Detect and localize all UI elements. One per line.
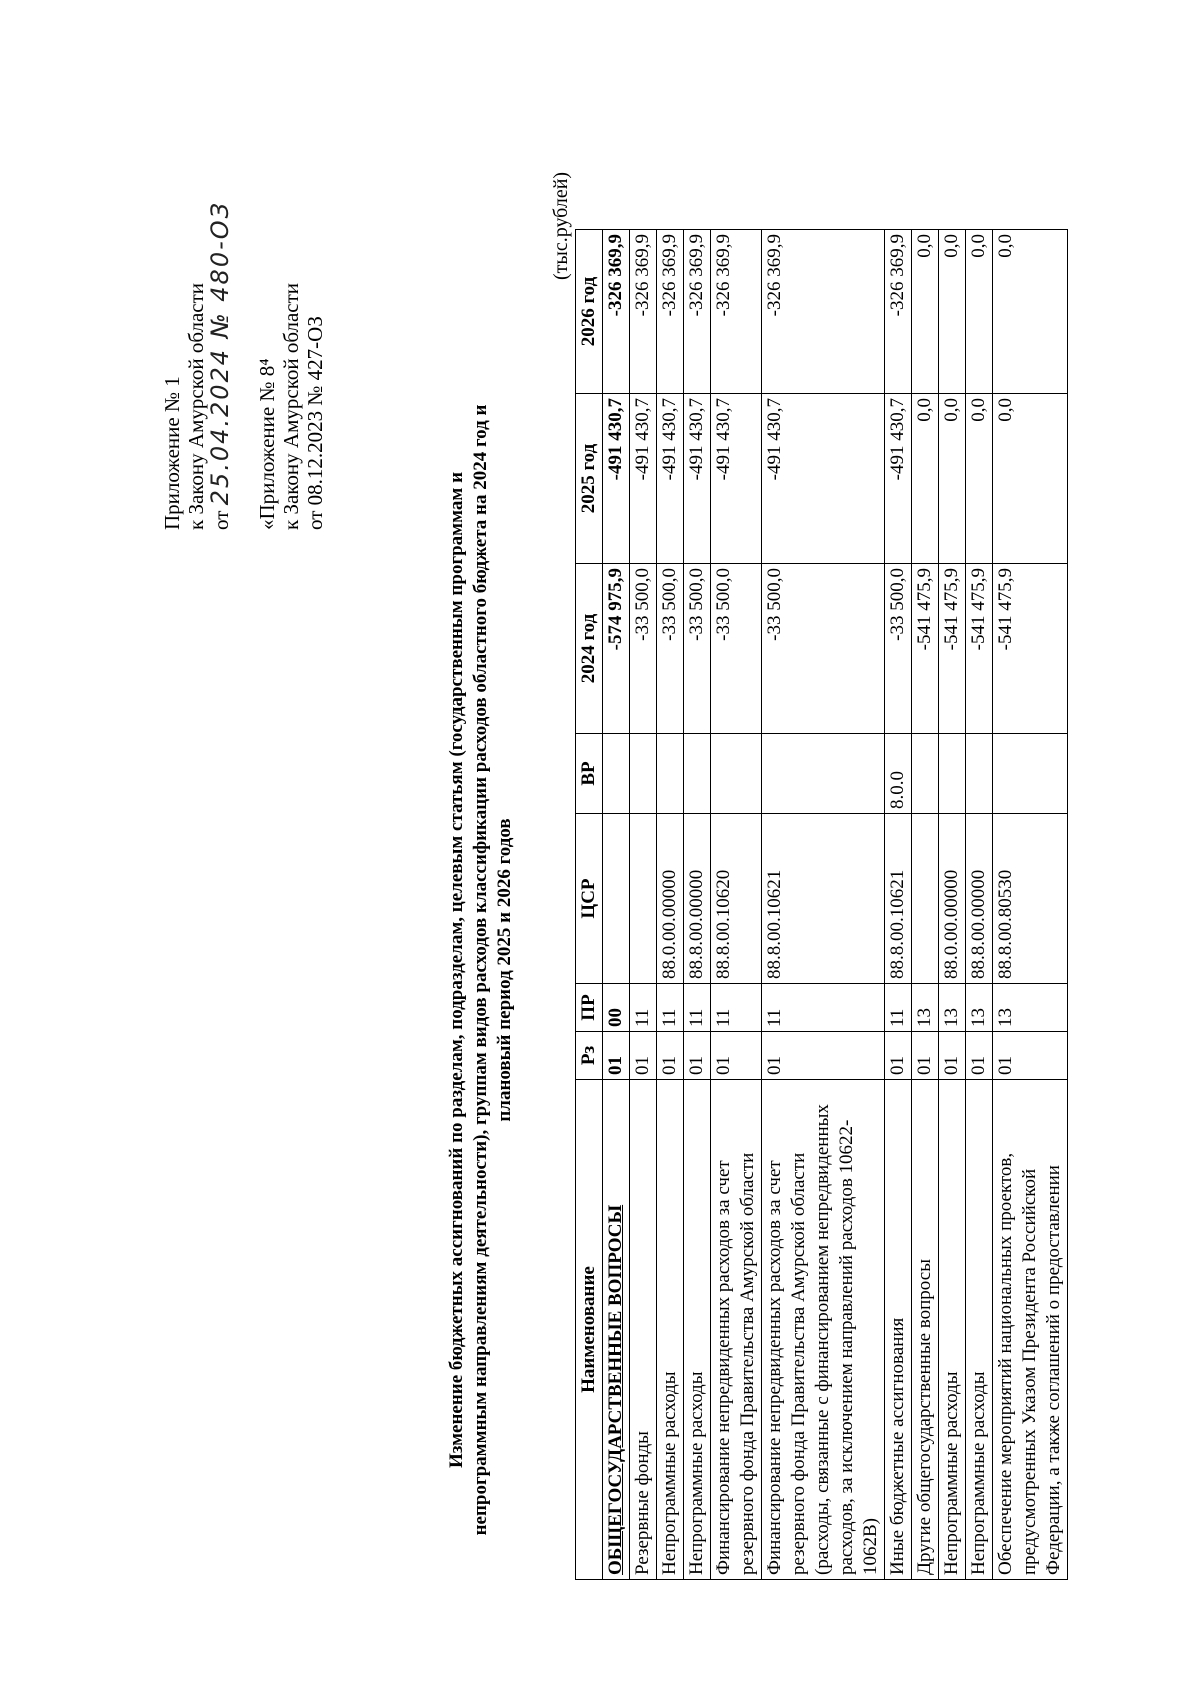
table-row bbox=[657, 230, 684, 1580]
cell-2025: -491 430,7 bbox=[630, 394, 657, 564]
cell-2025: -491 430,7 bbox=[885, 394, 912, 564]
cell-2024: -541 475,9 bbox=[912, 564, 939, 734]
cell-rz: 01 bbox=[657, 1032, 684, 1080]
cell-name: Обеспечение мероприятий национальных проектов, предусмотренных Указом Президента Российской Федерации, а также соглашений о предоставлении bbox=[993, 1080, 1068, 1580]
cell-name: Резервные фонды bbox=[630, 1080, 657, 1580]
units-label: (тыс.рублей) bbox=[550, 171, 572, 280]
original-appendix-number: «Приложение № 8⁴ bbox=[255, 358, 279, 530]
cell-pr: 11 bbox=[711, 984, 762, 1032]
cell-csr bbox=[603, 814, 630, 984]
original-law-reference: к Закону Амурской области bbox=[279, 282, 303, 530]
cell-pr: 13 bbox=[939, 984, 966, 1032]
cell-2025: 0,0 bbox=[939, 394, 966, 564]
cell-2024: -541 475,9 bbox=[939, 564, 966, 734]
cell-2024: -33 500,0 bbox=[885, 564, 912, 734]
cell-2026: -326 369,9 bbox=[657, 230, 684, 394]
table-row bbox=[711, 230, 762, 1580]
header-2025: 2025 год bbox=[576, 394, 603, 564]
cell-csr: 88.8.00.10621 bbox=[885, 814, 912, 984]
header-pr: ПР bbox=[576, 984, 603, 1032]
cell-2026: 0,0 bbox=[966, 230, 993, 394]
cell-2024: -574 975,9 bbox=[603, 564, 630, 734]
cell-csr bbox=[912, 814, 939, 984]
cell-csr bbox=[630, 814, 657, 984]
cell-pr: 13 bbox=[966, 984, 993, 1032]
budget-table bbox=[575, 229, 1068, 1580]
cell-csr: 88.8.00.10621 bbox=[762, 814, 885, 984]
cell-csr: 88.8.00.80530 bbox=[993, 814, 1068, 984]
cell-rz: 01 bbox=[885, 1032, 912, 1080]
header-2026: 2026 год bbox=[576, 230, 603, 394]
cell-2025: -491 430,7 bbox=[684, 394, 711, 564]
header-csr: ЦСР bbox=[576, 814, 603, 984]
table-row bbox=[912, 230, 939, 1580]
appendix-number: Приложение № 1 bbox=[160, 376, 184, 530]
heading-line-3: плановый период 2025 и 2026 годов bbox=[494, 818, 515, 1122]
appendix-date-prefix: от bbox=[209, 510, 233, 530]
cell-vr bbox=[762, 734, 885, 814]
table-row bbox=[939, 230, 966, 1580]
appendix-note bbox=[160, 201, 327, 530]
table-body bbox=[603, 230, 1068, 1580]
cell-rz: 01 bbox=[711, 1032, 762, 1080]
table-row bbox=[603, 230, 630, 1580]
cell-2025: 0,0 bbox=[993, 394, 1068, 564]
cell-2024: -33 500,0 bbox=[684, 564, 711, 734]
cell-2024: -541 475,9 bbox=[966, 564, 993, 734]
table-header-row bbox=[576, 230, 603, 1580]
cell-pr: 13 bbox=[912, 984, 939, 1032]
document-heading bbox=[445, 360, 517, 1580]
table-row bbox=[993, 230, 1068, 1580]
cell-2026: -326 369,9 bbox=[762, 230, 885, 394]
cell-2026: -326 369,9 bbox=[684, 230, 711, 394]
cell-name: Финансирование непредвиденных расходов за счет резервного фонда Правительства Амурской области bbox=[711, 1080, 762, 1580]
cell-rz: 01 bbox=[993, 1032, 1068, 1080]
cell-csr: 88.8.00.00000 bbox=[966, 814, 993, 984]
cell-2026: -326 369,9 bbox=[603, 230, 630, 394]
cell-2026: 0,0 bbox=[939, 230, 966, 394]
header-2024: 2024 год bbox=[576, 564, 603, 734]
cell-vr bbox=[603, 734, 630, 814]
cell-2026: 0,0 bbox=[993, 230, 1068, 394]
cell-rz: 01 bbox=[939, 1032, 966, 1080]
cell-pr: 00 bbox=[603, 984, 630, 1032]
cell-2024: -33 500,0 bbox=[762, 564, 885, 734]
header-vr: ВР bbox=[576, 734, 603, 814]
document-page bbox=[100, 80, 1100, 1580]
cell-csr: 88.8.00.10620 bbox=[711, 814, 762, 984]
cell-pr: 13 bbox=[993, 984, 1068, 1032]
cell-pr: 11 bbox=[762, 984, 885, 1032]
cell-2024: -33 500,0 bbox=[657, 564, 684, 734]
cell-2025: 0,0 bbox=[912, 394, 939, 564]
cell-name: Финансирование непредвиденных расходов за счет резервного фонда Правительства Амурской области (расходы, связанные с финансированием непредвиденных расходов, за исключением направлений расходов 10622-1062В) bbox=[762, 1080, 885, 1580]
handwritten-date-number: 25.04.2024 № 480-ОЗ bbox=[206, 200, 234, 506]
cell-pr: 11 bbox=[657, 984, 684, 1032]
original-law-date: от 08.12.2023 № 427-ОЗ bbox=[303, 316, 327, 530]
cell-2025: -491 430,7 bbox=[603, 394, 630, 564]
cell-2024: -33 500,0 bbox=[630, 564, 657, 734]
cell-vr bbox=[939, 734, 966, 814]
cell-name: Непрограммные расходы bbox=[966, 1080, 993, 1580]
cell-rz: 01 bbox=[630, 1032, 657, 1080]
cell-2024: -541 475,9 bbox=[993, 564, 1068, 734]
cell-vr bbox=[912, 734, 939, 814]
cell-2025: -491 430,7 bbox=[657, 394, 684, 564]
cell-vr bbox=[657, 734, 684, 814]
cell-pr: 11 bbox=[630, 984, 657, 1032]
cell-pr: 11 bbox=[684, 984, 711, 1032]
cell-name: Иные бюджетные ассигнования bbox=[885, 1080, 912, 1580]
cell-vr bbox=[993, 734, 1068, 814]
cell-name: Непрограммные расходы bbox=[684, 1080, 711, 1580]
heading-line-2: непрограммным направлениям деятельности), группам видов расходов классификации расходов областного бюджета на 2024 год и bbox=[470, 404, 491, 1536]
cell-vr bbox=[684, 734, 711, 814]
cell-vr bbox=[711, 734, 762, 814]
cell-csr: 88.8.00.00000 bbox=[684, 814, 711, 984]
cell-rz: 01 bbox=[762, 1032, 885, 1080]
cell-name: Непрограммные расходы bbox=[939, 1080, 966, 1580]
cell-rz: 01 bbox=[603, 1032, 630, 1080]
cell-vr: 8.0.0 bbox=[885, 734, 912, 814]
table-row bbox=[966, 230, 993, 1580]
cell-rz: 01 bbox=[966, 1032, 993, 1080]
cell-csr: 88.0.00.00000 bbox=[657, 814, 684, 984]
cell-2026: -326 369,9 bbox=[885, 230, 912, 394]
header-rz: Рз bbox=[576, 1032, 603, 1080]
cell-rz: 01 bbox=[912, 1032, 939, 1080]
appendix-date-line bbox=[208, 201, 233, 530]
cell-2025: 0,0 bbox=[966, 394, 993, 564]
cell-vr bbox=[966, 734, 993, 814]
cell-name: Непрограммные расходы bbox=[657, 1080, 684, 1580]
cell-name: ОБЩЕГОСУДАРСТВЕННЫЕ ВОПРОСЫ bbox=[603, 1080, 630, 1580]
cell-2025: -491 430,7 bbox=[762, 394, 885, 564]
cell-2026: -326 369,9 bbox=[630, 230, 657, 394]
cell-2026: 0,0 bbox=[912, 230, 939, 394]
table-row bbox=[885, 230, 912, 1580]
cell-rz: 01 bbox=[684, 1032, 711, 1080]
cell-csr: 88.0.00.00000 bbox=[939, 814, 966, 984]
table-row bbox=[630, 230, 657, 1580]
table-row bbox=[762, 230, 885, 1580]
table-row bbox=[684, 230, 711, 1580]
cell-vr bbox=[630, 734, 657, 814]
cell-pr: 11 bbox=[885, 984, 912, 1032]
appendix-law-reference: к Закону Амурской области bbox=[184, 282, 208, 530]
cell-2024: -33 500,0 bbox=[711, 564, 762, 734]
cell-2026: -326 369,9 bbox=[711, 230, 762, 394]
heading-line-1: Изменение бюджетных ассигнований по разделам, подразделам, целевым статьям (государственным программам и bbox=[446, 471, 467, 1469]
cell-name: Другие общегосударственные вопросы bbox=[912, 1080, 939, 1580]
cell-2025: -491 430,7 bbox=[711, 394, 762, 564]
header-name: Наименование bbox=[576, 1080, 603, 1580]
